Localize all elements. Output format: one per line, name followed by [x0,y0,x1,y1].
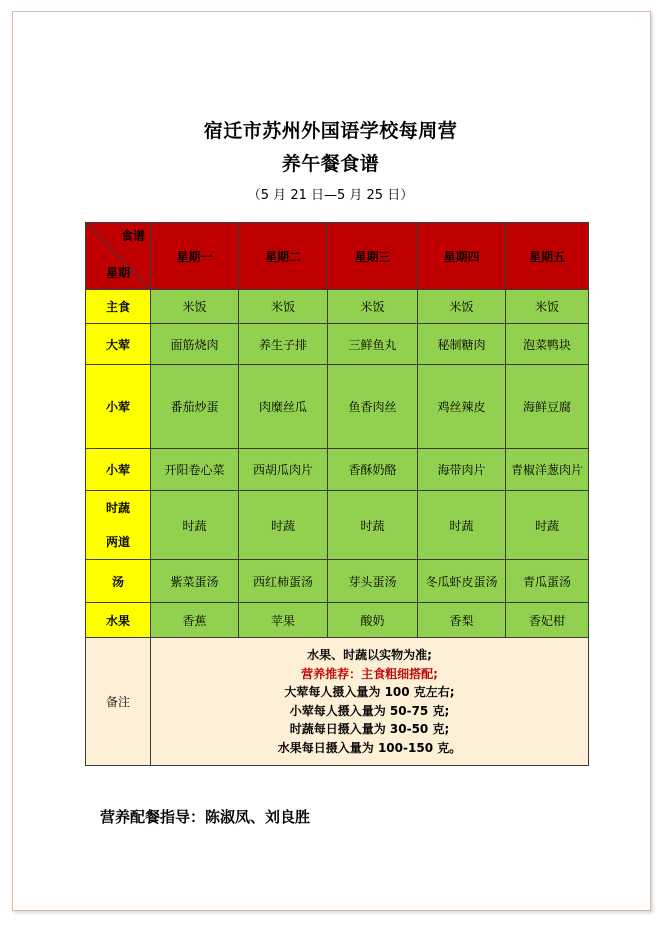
corner-label-menu: 食谱 [120,229,145,243]
menu-cell: 西胡瓜肉片 [239,449,328,491]
menu-cell: 秘制糖肉 [418,324,506,365]
menu-cell: 香酥奶酪 [328,449,418,491]
row-label-line: 两道 [105,535,130,549]
row-label-line: 时蔬 [105,501,130,515]
menu-cell: 香蕉 [151,603,239,638]
remark-line: 时蔬每日摄入量为 30-50 克; [289,722,450,736]
menu-cell: 番茄炒蛋 [151,365,239,449]
row-label-side-meat-2: 小荤 [86,449,151,491]
menu-cell: 时蔬 [506,491,589,560]
remarks-label: 备注 [86,638,151,766]
menu-cell: 米饭 [506,290,589,324]
date-range: （5 月 21 日—5 月 25 日） [247,188,414,203]
day-header-thu: 星期四 [418,223,506,290]
menu-cell: 米饭 [239,290,328,324]
menu-cell: 海带肉片 [418,449,506,491]
remark-line: 水果每日摄入量为 100-150 克。 [277,740,462,755]
menu-cell: 酸奶 [328,603,418,638]
remark-line: 小荤每人摄入量为 50-75 克; [289,703,450,718]
day-header-fri: 星期五 [506,223,589,290]
menu-cell: 海鲜豆腐 [506,365,589,449]
menu-cell: 肉糜丝瓜 [239,365,328,449]
row-label-soup: 汤 [86,560,151,603]
corner-header-cell [86,223,151,290]
menu-cell: 养生子排 [239,324,328,365]
row-label-staple: 主食 [86,290,151,324]
menu-cell: 米饭 [418,290,506,324]
title-line-1: 宿迁市苏州外国语学校每周营 [203,120,458,142]
day-header-mon: 星期一 [151,223,239,290]
nutrition-guidance: 营养配餐指导：陈淑凤、刘良胜 [100,808,311,826]
remarks-content [151,638,589,766]
corner-label-weekday: 星期 [106,266,131,280]
day-header-tue: 星期二 [239,223,328,290]
menu-cell: 青椒洋葱肉片 [506,449,589,491]
menu-cell: 面筋烧肉 [151,324,239,365]
menu-cell: 香妃柑 [506,603,589,638]
row-label-fruit: 水果 [86,603,151,638]
menu-cell: 开阳卷心菜 [151,449,239,491]
menu-cell: 西红柿蛋汤 [239,560,328,603]
remark-line-highlight: 营养推荐：主食粗细搭配; [301,666,438,681]
menu-cell: 泡菜鸭块 [506,324,589,365]
menu-cell: 紫菜蛋汤 [151,560,239,603]
row-label-vegetables [86,491,151,560]
menu-cell: 时蔬 [328,491,418,560]
menu-cell: 鱼香肉丝 [328,365,418,449]
menu-cell: 米饭 [151,290,239,324]
lunch-menu-table [85,222,589,766]
menu-cell: 米饭 [328,290,418,324]
menu-cell: 三鲜鱼丸 [328,324,418,365]
menu-cell: 时蔬 [418,491,506,560]
menu-cell: 时蔬 [239,491,328,560]
menu-cell: 时蔬 [151,491,239,560]
menu-cell: 苹果 [239,603,328,638]
menu-cell: 冬瓜虾皮蛋汤 [418,560,506,603]
day-header-wed: 星期三 [328,223,418,290]
row-label-main-meat: 大荤 [86,324,151,365]
title-line-2: 养午餐食谱 [281,153,380,175]
menu-cell: 鸡丝辣皮 [418,365,506,449]
menu-cell: 青瓜蛋汤 [506,560,589,603]
menu-cell: 芽头蛋汤 [328,560,418,603]
remark-line: 水果、时蔬以实物为准; [307,648,432,662]
remark-line: 大荤每人摄入量为 100 克左右; [284,685,455,699]
menu-cell: 香梨 [418,603,506,638]
row-label-side-meat-1: 小荤 [86,365,151,449]
